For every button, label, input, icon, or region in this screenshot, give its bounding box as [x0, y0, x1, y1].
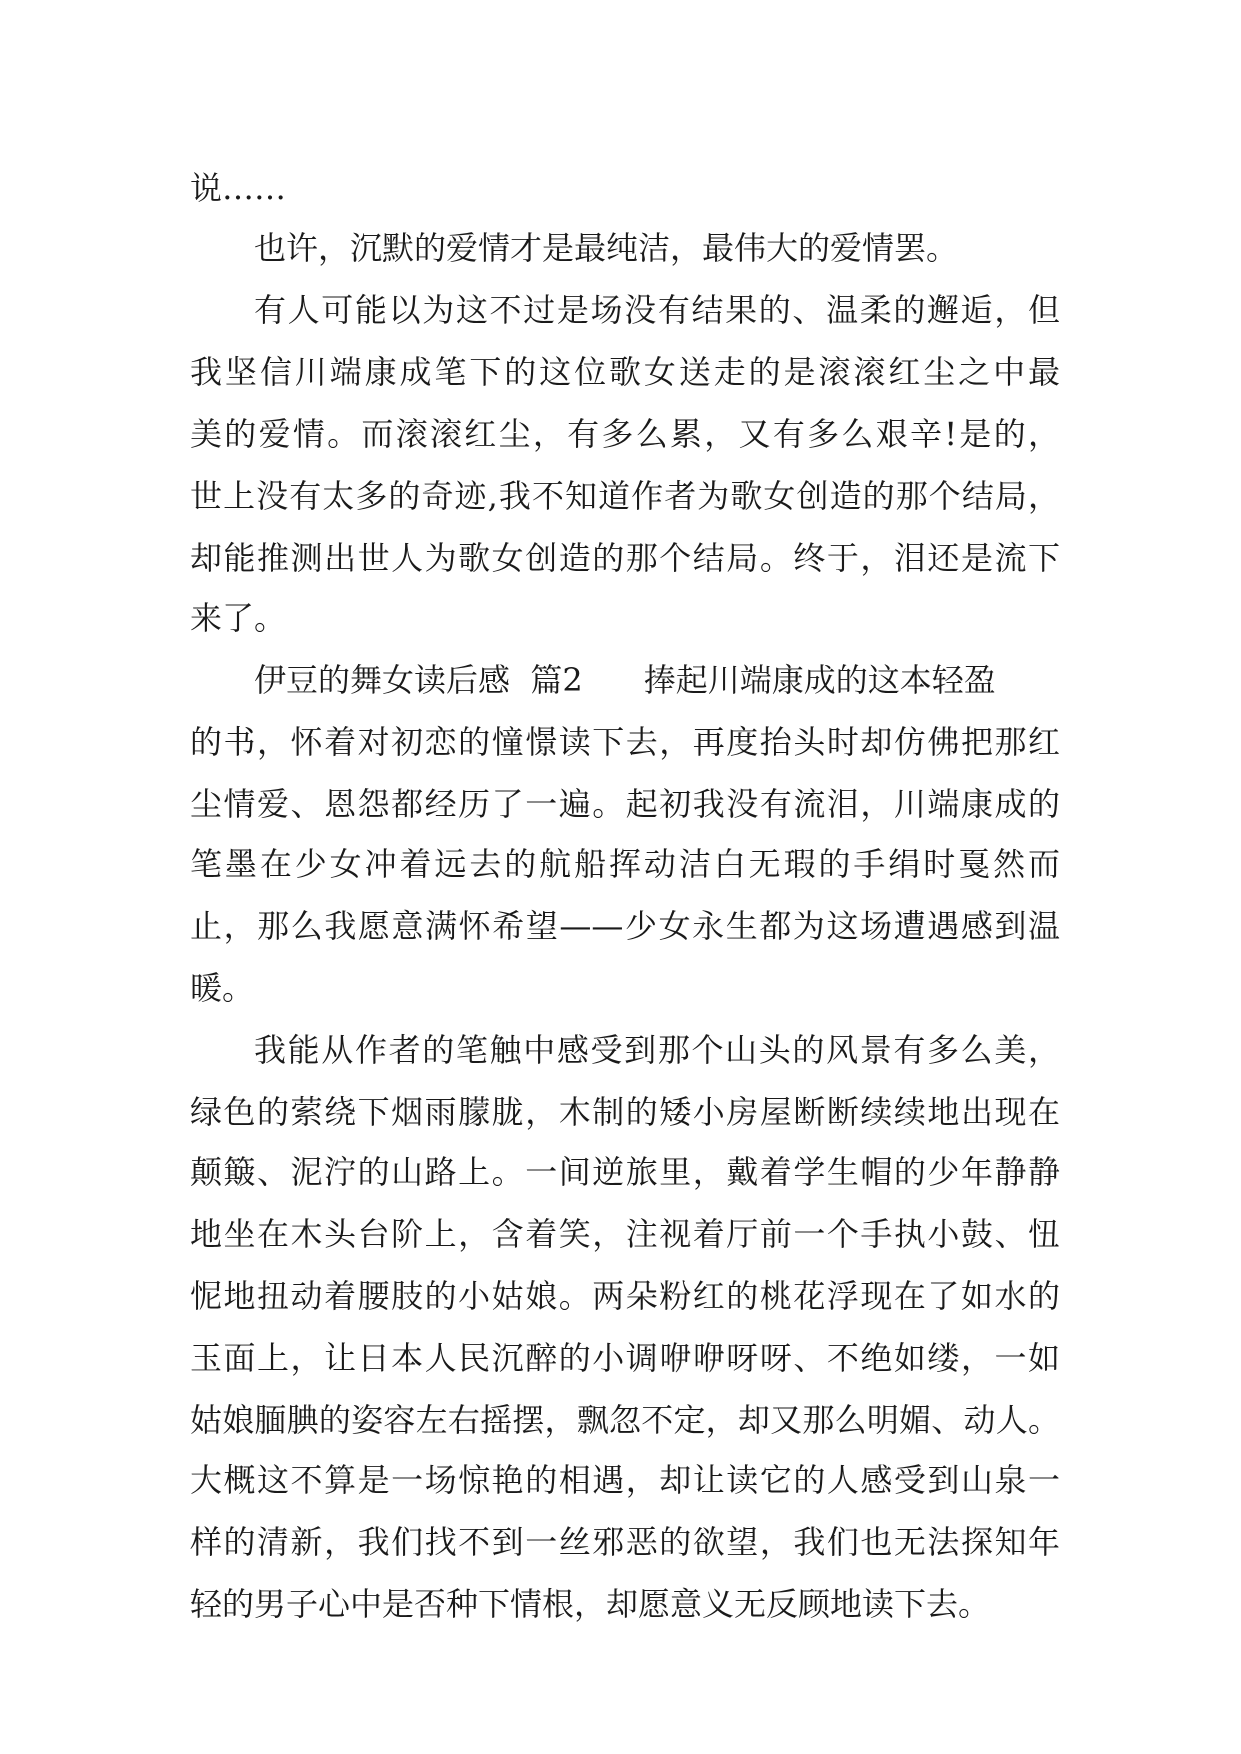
text-line: 我坚信川端康成笔下的这位歌女送走的是滚滚红尘之中最	[190, 353, 1060, 391]
text-line: 绿色的萦绕下烟雨朦胧，木制的矮小房屋断断续续地出现在	[190, 1093, 1060, 1131]
text-line: 有人可能以为这不过是场没有结果的、温柔的邂逅，但	[254, 291, 1060, 329]
text-line: 说……	[190, 169, 287, 207]
text-line: 世上没有太多的奇迹,我不知道作者为歌女创造的那个结局，	[190, 477, 1060, 515]
text-line: 止，那么我愿意满怀希望——少女永生都为这场遭遇感到温	[190, 907, 1060, 945]
article-heading-line: 伊豆的舞女读后感 篇2 捧起川端康成的这本轻盈	[254, 661, 996, 699]
text-line: 笔墨在少女冲着远去的航船挥动洁白无瑕的手绢时戛然而	[190, 845, 1060, 883]
text-line: 来了。	[190, 599, 287, 637]
text-line: 姑娘腼腆的姿容左右摇摆，飘忽不定，却又那么明媚、动人。	[190, 1401, 1060, 1439]
text-line: 样的清新，我们找不到一丝邪恶的欲望，我们也无法探知年	[190, 1523, 1060, 1561]
text-line: 暖。	[190, 969, 255, 1007]
text-line: 大概这不算是一场惊艳的相遇，却让读它的人感受到山泉一	[190, 1461, 1060, 1499]
text-line: 也许，沉默的爱情才是最纯洁，最伟大的爱情罢。	[254, 229, 959, 267]
text-line: 轻的男子心中是否种下情根，却愿意义无反顾地读下去。	[190, 1585, 991, 1623]
text-line: 美的爱情。而滚滚红尘，有多么累，又有多么艰辛!是的，	[190, 415, 1060, 453]
text-line: 怩地扭动着腰肢的小姑娘。两朵粉红的桃花浮现在了如水的	[190, 1277, 1060, 1315]
text-line: 地坐在木头台阶上，含着笑，注视着厅前一个手执小鼓、忸	[190, 1215, 1060, 1253]
text-line: 却能推测出世人为歌女创造的那个结局。终于，泪还是流下	[190, 539, 1060, 577]
text-line: 颠簸、泥泞的山路上。一间逆旅里，戴着学生帽的少年静静	[190, 1153, 1060, 1191]
text-line: 尘情爱、恩怨都经历了一遍。起初我没有流泪，川端康成的	[190, 785, 1060, 823]
text-line: 的书，怀着对初恋的憧憬读下去，再度抬头时却仿佛把那红	[190, 723, 1060, 761]
text-line: 玉面上，让日本人民沉醉的小调咿咿呀呀、不绝如缕，一如	[190, 1339, 1060, 1377]
text-line: 我能从作者的笔触中感受到那个山头的风景有多么美，	[254, 1031, 1060, 1069]
